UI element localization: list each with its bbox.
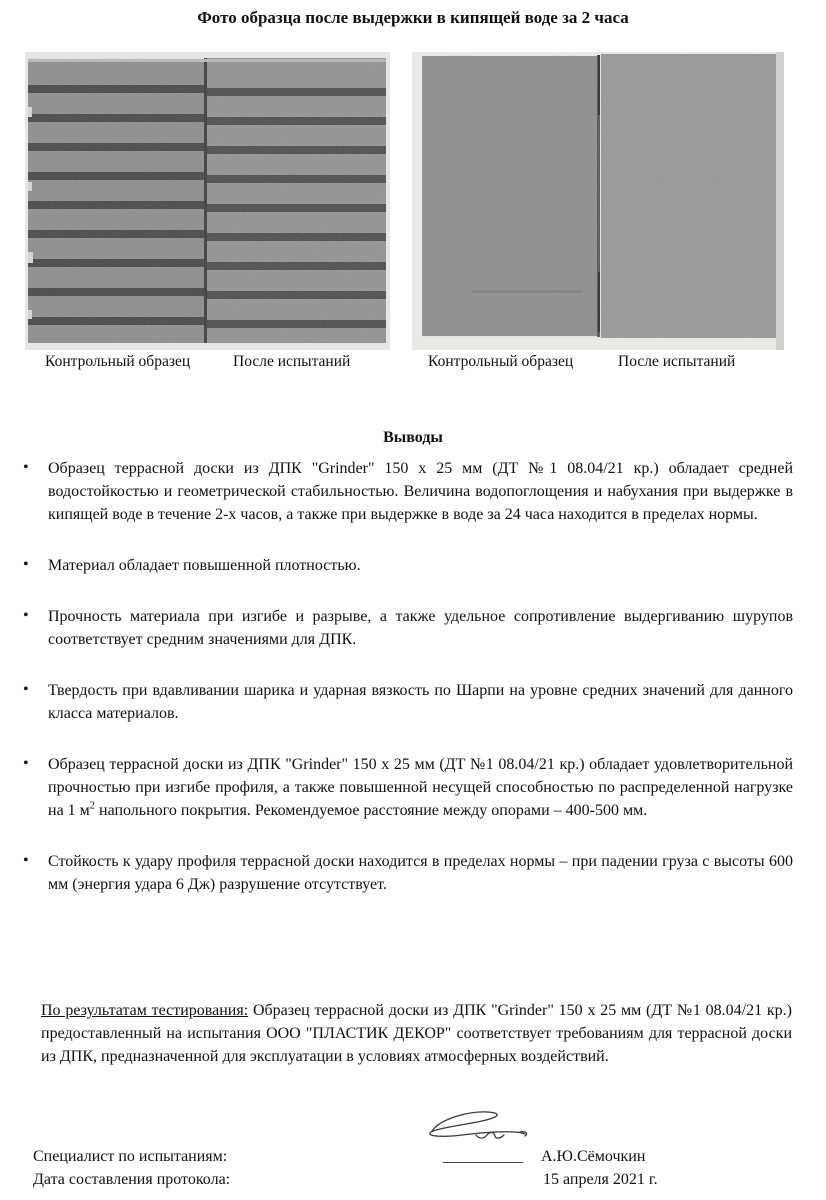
bullet-icon: •: [23, 556, 29, 573]
bullet-icon: •: [23, 852, 29, 869]
photo-smooth-samples: [412, 52, 784, 350]
bullet-icon: •: [23, 681, 29, 698]
conclusion-text: Твердость при вдавливании шарика и ударная вязкость по Шарпи на уровне средних значений для данного класса материалов.: [48, 682, 793, 722]
caption-after-test-grooved: После испытаний: [233, 353, 351, 370]
smooth-boards-image: [412, 52, 784, 350]
protocol-date-value: 15 апреля 2021 г.: [543, 1171, 658, 1188]
conclusion-item-4: [20, 679, 793, 725]
conclusion-text: Прочность материала при изгибе и разрыве, а также удельное сопротивление выдергиванию шурупов соответствует средним значениями для ДПК.: [48, 608, 793, 648]
conclusion-text: Образец террасной доски из ДПК "Grinder" 150 х 25 мм (ДТ №1 08.04/21 кр.) обладает средней водостойкостью и геометрической стабильностью. Величина водопоглощения и набухания при выдержке в кипящей воде в течение 2-х часов, а также при выдержке в воде за 24 часа находится в пределах нормы.: [48, 460, 793, 523]
conclusions-list: [20, 457, 793, 924]
photo-grooved-samples: [25, 52, 390, 350]
protocol-date-label: Дата составления протокола:: [33, 1171, 231, 1188]
summary-paragraph: [41, 999, 792, 1068]
conclusion-text: напольного покрытия. Рекомендуемое расстояние между опорами – 400-500 мм.: [95, 802, 648, 819]
caption-control-sample-smooth: Контрольный образец: [428, 353, 574, 370]
summary-text: Образец террасной доски из ДПК "Grinder" 150 х 25 мм (ДТ №1 08.04/21 кр.) предоставленный на испытания ООО "ПЛАСТИК ДЕКОР" соответствует требованиям для террасной доски из ДПК, предназначенной для эксплуатации в условиях атмосферных воздействий.: [41, 1002, 792, 1065]
conclusion-text: Материал обладает повышенной плотностью.: [48, 557, 361, 574]
conclusion-item-5: [20, 753, 793, 822]
conclusion-text: Образец террасной доски из ДПК "Grinder" 150 х 25 мм (ДТ №1 08.04/21 кр.) обладает удовлетворительной прочностью при изгибе профиля, а также повышенной несущей способностью по распределенной нагрузке на 1 м: [48, 756, 793, 819]
caption-after-test-smooth: После испытаний: [618, 353, 736, 370]
conclusion-item-3: [20, 605, 793, 651]
conclusion-item-2: [20, 554, 793, 577]
conclusions-heading: Выводы: [383, 429, 443, 446]
conclusion-item-6: [20, 850, 793, 896]
specialist-name: А.Ю.Сёмочкин: [541, 1148, 646, 1165]
conclusion-text: Стойкость к удару профиля террасной доски находится в пределах нормы – при падении груза с высоты 600 мм (энергия удара 6 Дж) разрушение отсутствует.: [48, 853, 793, 893]
conclusion-item-1: [20, 457, 793, 526]
bullet-icon: •: [23, 607, 29, 624]
summary-lead: По результатам тестирования:: [41, 1002, 249, 1019]
bullet-icon: •: [23, 459, 29, 476]
signature-line: __________: [443, 1148, 523, 1165]
bullet-icon: •: [23, 755, 29, 772]
handwritten-signature-icon: [424, 1106, 536, 1150]
caption-control-sample-grooved: Контрольный образец: [45, 353, 191, 370]
superscript-2: 2: [89, 800, 95, 812]
grooved-boards-image: [25, 52, 390, 350]
page-title: Фото образца после выдержки в кипящей воде за 2 часа: [197, 8, 629, 27]
specialist-label: Специалист по испытаниям:: [33, 1148, 228, 1165]
signature-line-and-name: [443, 1148, 645, 1166]
